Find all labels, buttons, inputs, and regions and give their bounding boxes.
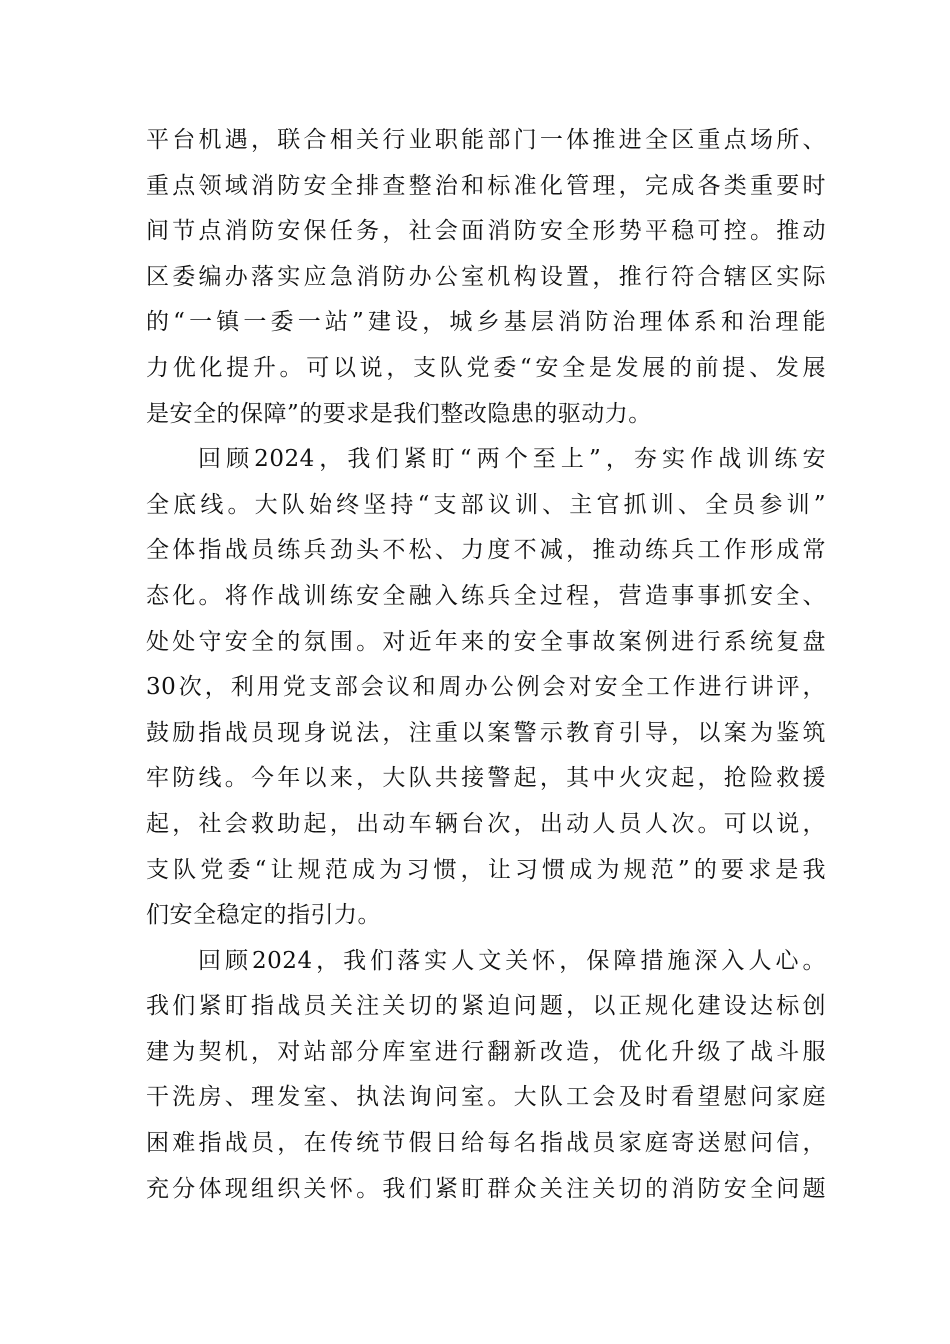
- paragraph-2-line-10: 支队党委“让规范成为习惯，让习惯成为规范”的要求是我: [146, 856, 826, 883]
- paragraph-2-line-3: 全体指战员练兵劲头不松、力度不减，推动练兵工作形成常: [146, 537, 826, 564]
- paragraph-2-line-6: 30次，利用党支部会议和周办公例会对安全工作进行讲评，: [146, 674, 826, 701]
- paragraph-2-line-5: 处处守安全的氛围。对近年来的安全事故案例进行系统复盘: [146, 628, 826, 655]
- body-text: [146, 118, 826, 1212]
- paragraph-2-line-4: 态化。将作战训练安全融入练兵全过程，营造事事抓安全、: [146, 582, 826, 609]
- paragraph-2-line-9: 起，社会救助起，出动车辆台次，出动人员人次。可以说，: [146, 810, 826, 837]
- paragraph-1-line-2: 重点领域消防安全排查整治和标准化管理，完成各类重要时: [146, 172, 826, 199]
- paragraph-2-line-7: 鼓励指战员现身说法，注重以案警示教育引导，以案为鉴筑: [146, 719, 826, 746]
- paragraph-2-line-8: 牢防线。今年以来，大队共接警起，其中火灾起，抢险救援: [146, 765, 826, 792]
- paragraph-1-line-3: 间节点消防安保任务，社会面消防安全形势平稳可控。推动: [146, 218, 826, 245]
- paragraph-3-line-5: 困难指战员，在传统节假日给每名指战员家庭寄送慰问信，: [146, 1130, 826, 1157]
- paragraph-2-line-2: 全底线。大队始终坚持“支部议训、主官抓训、全员参训”: [146, 491, 826, 518]
- paragraph-3-line-1: 回顾2024，我们落实人文关怀，保障措施深入人心。: [198, 947, 826, 974]
- paragraph-1-line-6: 力优化提升。可以说，支队党委“安全是发展的前提、发展: [146, 354, 826, 381]
- paragraph-2-line-1: 回顾2024，我们紧盯“两个至上”，夯实作战训练安: [198, 446, 826, 473]
- paragraph-1-line-7: 是安全的保障”的要求是我们整改隐患的驱动力。: [146, 400, 652, 427]
- paragraph-3-line-4: 干洗房、理发室、执法询问室。大队工会及时看望慰问家庭: [146, 1084, 826, 1111]
- paragraph-3-line-3: 建为契机，对站部分库室进行翻新改造，优化升级了战斗服: [146, 1038, 826, 1065]
- paragraph-3-line-2: 我们紧盯指战员关注关切的紧迫问题，以正规化建设达标创: [146, 993, 826, 1020]
- paragraph-2-line-11: 们安全稳定的指引力。: [146, 902, 381, 929]
- paragraph-3-line-6: 充分体现组织关怀。我们紧盯群众关注关切的消防安全问题: [146, 1175, 826, 1202]
- paragraph-1-line-1: 平台机遇，联合相关行业职能部门一体推进全区重点场所、: [146, 127, 826, 153]
- paragraph-1-line-5: 的“一镇一委一站”建设，城乡基层消防治理体系和治理能: [146, 309, 826, 336]
- paragraph-1-line-4: 区委编办落实应急消防办公室机构设置，推行符合辖区实际: [146, 263, 826, 290]
